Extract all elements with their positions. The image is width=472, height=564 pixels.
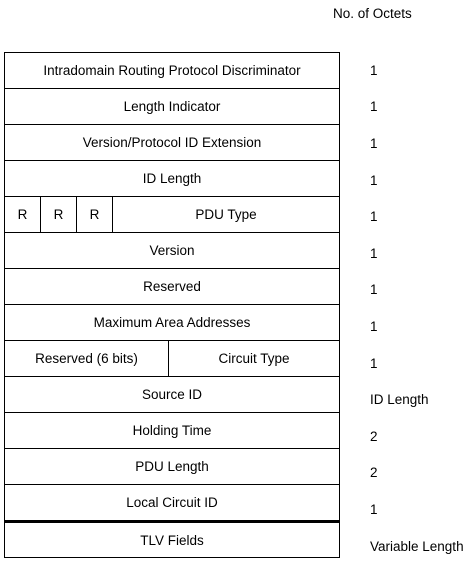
reserved-bit: R (41, 197, 77, 232)
reserved-bit: R (77, 197, 113, 232)
field-row-length-indicator (5, 89, 339, 125)
field-row-maximum-area-addresses (5, 305, 339, 341)
field-label: TLV Fields (140, 532, 204, 548)
field-row-reserved (5, 269, 339, 305)
field-row-discriminator (5, 53, 339, 89)
octet-count: 1 (370, 501, 378, 517)
field-row-tlv-fields (5, 521, 339, 557)
field-row-pdu-type (5, 197, 339, 233)
octets-column (370, 52, 472, 564)
octets-column-header: No. of Octets (333, 6, 412, 21)
field-label: Holding Time (132, 423, 212, 438)
field-row-source-id (5, 377, 339, 413)
octet-count: 1 (370, 245, 378, 261)
field-row-version-protocol-id-extension (5, 125, 339, 161)
field-label: Version/Protocol ID Extension (82, 135, 262, 150)
octet-count: 1 (370, 209, 378, 225)
field-label: Local Circuit ID (126, 495, 218, 510)
octet-count: 1 (370, 62, 378, 78)
reserved-bits-label: Reserved (6 bits) (5, 341, 169, 376)
field-label: Circuit Type (218, 351, 290, 366)
field-label: Version (149, 243, 195, 258)
field-label: PDU Type (195, 207, 257, 222)
field-label: PDU Length (135, 459, 209, 474)
field-label: Length Indicator (123, 99, 221, 114)
field-row-local-circuit-id (5, 485, 339, 521)
field-row-id-length (5, 161, 339, 197)
pdu-header-diagram (4, 52, 340, 558)
octet-count: 1 (370, 355, 378, 371)
octet-count: 1 (370, 172, 378, 188)
octet-count: 1 (370, 318, 378, 334)
octet-count: 1 (370, 282, 378, 298)
field-label: Reserved (143, 279, 201, 294)
field-label: Source ID (141, 387, 203, 402)
field-label: ID Length (142, 171, 202, 186)
octet-count: 2 (370, 465, 378, 481)
octet-count: ID Length (370, 392, 429, 408)
reserved-bit: R (5, 197, 41, 232)
field-row-circuit-type (5, 341, 339, 377)
octet-count: Variable Length (370, 538, 464, 554)
octet-count: 2 (370, 428, 378, 444)
field-label: Intradomain Routing Protocol Discriminator (43, 63, 301, 78)
field-label: Maximum Area Addresses (93, 315, 251, 330)
octet-count: 1 (370, 135, 378, 151)
field-row-version (5, 233, 339, 269)
field-row-pdu-length (5, 449, 339, 485)
field-row-holding-time (5, 413, 339, 449)
octet-count: 1 (370, 99, 378, 115)
